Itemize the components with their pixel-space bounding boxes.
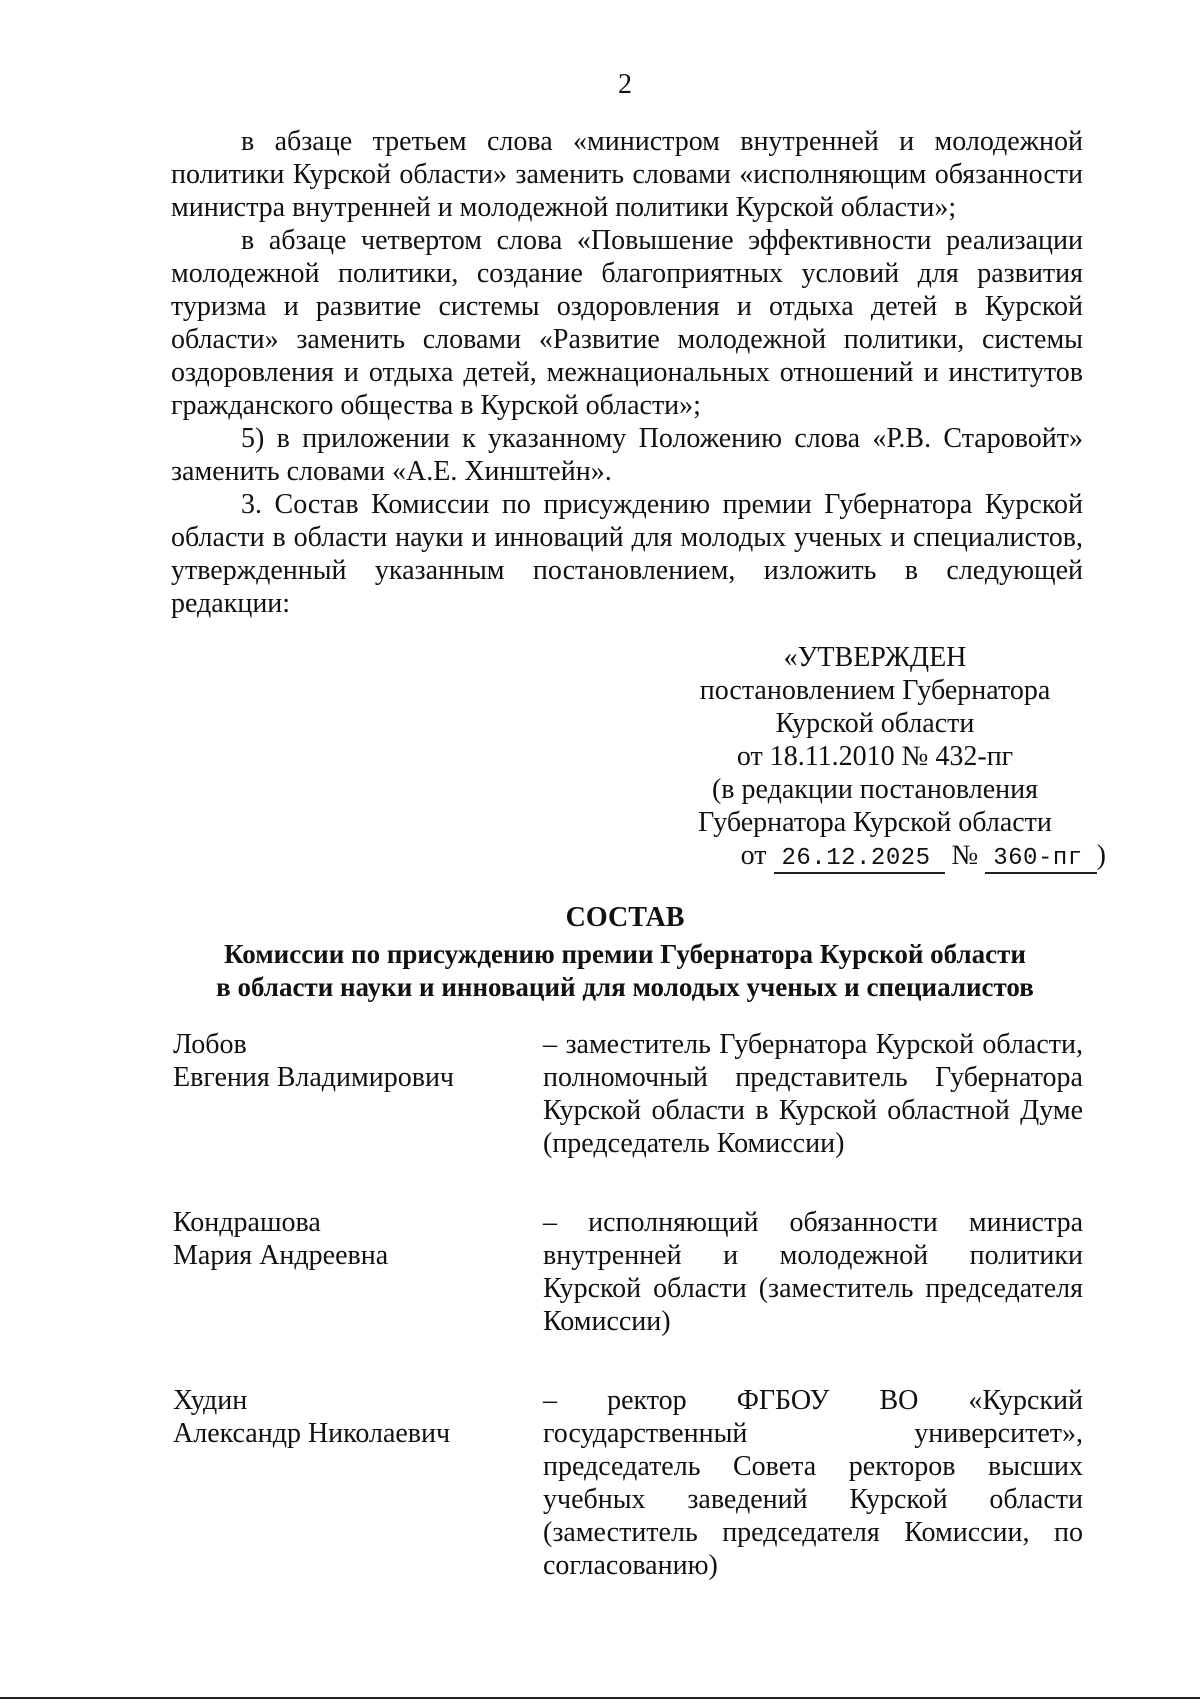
member-row — [173, 1206, 1083, 1338]
member-role: – исполняющий обязанности министра внутренней и молодежной политики Курской области (заместитель председателя Комиссии) — [543, 1207, 1083, 1337]
paragraph: в абзаце четвертом слова «Повышение эффективности реализации молодежной политики, создание благоприятных условий для развития туризма и развитие системы оздоровления и отдыха детей в Курской области» заменить словами «Развитие молодежной политики, системы оздоровления и отдыха детей, межнациональных отношений и институтов гражданского общества в Курской области»; — [171, 225, 1083, 421]
member-surname: Кондрашова — [173, 1207, 321, 1238]
approval-line: (в редакции постановления — [711, 774, 1039, 805]
member-role: – заместитель Губернатора Курской области, полномочный представитель Губернатора Курской области в Курской областной Думе (председатель Комиссии) — [543, 1029, 1083, 1159]
member-role: – ректор ФГБОУ ВО «Курский государственный университет», председатель Совета ректоров высших учебных заведений Курской области (заместитель председателя Комиссии, по согласованию) — [543, 1385, 1083, 1581]
page-number: 2 — [618, 69, 632, 100]
amendment-text — [171, 125, 1083, 620]
composition-title — [120, 901, 1130, 1004]
number-value: 360-пг — [985, 846, 1096, 874]
approval-line: от 18.11.2010 № 432-пг — [736, 741, 1014, 772]
member-given-name: Александр Николаевич — [173, 1418, 451, 1449]
title-main: СОСТАВ — [565, 902, 685, 933]
date-value: 26.12.2025 — [774, 846, 945, 874]
page-bottom-edge — [0, 1697, 1200, 1699]
paragraph: 3. Состав Комиссии по присуждению премии Губернатора Курской области в области науки и инноваций для молодых ученых и специалистов, утвержденный указанным постановлением, изложить в следующей редакции: — [171, 489, 1083, 619]
member-given-name: Мария Андреевна — [173, 1240, 389, 1271]
member-name — [173, 1384, 543, 1582]
member-name — [173, 1028, 543, 1160]
member-given-name: Евгения Владимирович — [173, 1062, 455, 1093]
paragraph: 5) в приложении к указанному Положению слова «Р.В. Старовойт» заменить словами «А.Е. Хинштейн». — [171, 423, 1083, 487]
member-row — [173, 1028, 1083, 1160]
member-surname: Худин — [173, 1385, 248, 1416]
date-prefix: от — [740, 840, 767, 871]
member-list — [173, 1028, 1083, 1628]
approval-line: постановлением Губернатора — [699, 675, 1051, 706]
closing-paren: ) — [1096, 840, 1106, 871]
approval-stamp-block — [640, 641, 1110, 874]
title-subtitle-line: Комиссии по присуждению премии Губернатора Курской области — [224, 939, 1026, 969]
title-subtitle-line: в области науки и инноваций для молодых ученых и специалистов — [216, 972, 1034, 1002]
number-prefix: № — [951, 840, 979, 871]
approval-line: «УТВЕРЖДЕН — [783, 642, 967, 673]
paragraph: в абзаце третьем слова «министром внутренней и молодежной политики Курской области» заменить словами «исполняющим обязанности министра внутренней и молодежной политики Курской области»; — [171, 126, 1083, 223]
approval-line: Губернатора Курской области — [698, 807, 1052, 838]
approval-date-line — [640, 839, 1110, 874]
member-row — [173, 1384, 1083, 1582]
approval-line: Курской области — [775, 708, 975, 739]
member-name — [173, 1206, 543, 1338]
member-surname: Лобов — [173, 1029, 247, 1060]
